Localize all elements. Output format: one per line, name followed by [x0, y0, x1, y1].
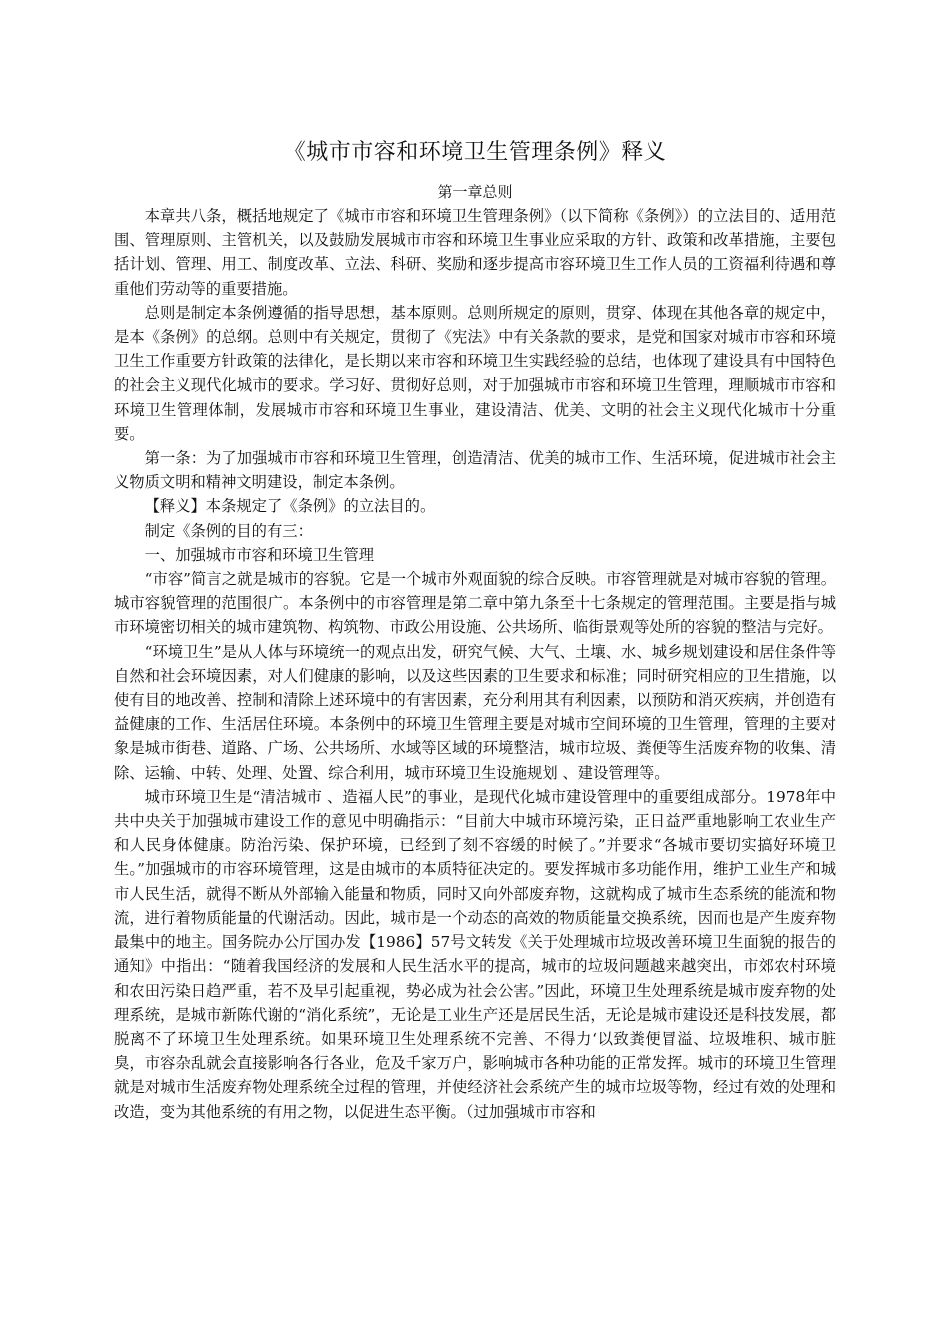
- document-title: 《城市市容和环境卫生管理条例》释义: [283, 140, 667, 165]
- chapter-heading: 第一章总则: [437, 183, 513, 201]
- paragraph: 本章共八条，概括地规定了《城市市容和环境卫生管理条例》（以下简称《条例》）的立法目的、适用范围、管理原则、主管机关，以及鼓励发展城市市容和环境卫生事业应采取的方针、政策和改革措施，主要包括计划、管理、用工、制度改革、立法、科研、奖励和逐步提高市容环境卫生工作人员的工资福利待遇和尊重他们劳动等的重要措施。: [114, 207, 836, 298]
- article-one-paragraph: 第一条：为了加强城市市容和环境卫生管理，创造清洁、优美的城市工作、生活环境，促进城市社会主义物质文明和精神文明建设，制定本条例。: [114, 449, 836, 492]
- section-heading: 一、加强城市市容和环境卫生管理: [144, 545, 375, 564]
- document-body: [114, 204, 836, 1124]
- paragraph: 总则是制定本条例遵循的指导思想，基本原则。总则所规定的原则，贯穿、体现在其他各章的规定中，是本《条例》的总纲。总则中有关规定，贯彻了《宪法》中有关条款的要求，是党和国家对城市市容和环境卫生工作重要方针政策的法律化，是长期以来市容和环境卫生实践经验的总结，也体现了建设具有中国特色的社会主义现代化城市的要求。学习好、贯彻好总则，对于加强城市市容和环境卫生管理，理顺城市市容和环境卫生管理体制，发展城市市容和环境卫生事业，建设清洁、优美、文明的社会主义现代化城市十分重要。: [114, 303, 836, 443]
- paragraph: 城市环境卫生是“清洁城市 、造福人民”的事业，是现代化城市建设管理中的重要组成部分。1978年中共中央关于加强城市建设工作的意见中明确指示：“目前大中城市环境污染，正日益严重地影响工农业生产和人民身体健康。防治污染、保护环境，已经到了刻不容缓的时候了。”并要求“各城市要切实搞好环境卫生。”加强城市的市容环境管理，这是由城市的本质特征决定的。要发挥城市多功能作用，维护工业生产和城市人民生活，就得不断从外部输入能量和物质，同时又向外部废弃物，这就构成了城市生态系统的能流和物流，进行着物质能量的代谢活动。因此，城市是一个动态的高效的物质能量交换系统，因而也是产生废弃物最集中的地主。国务院办公厅国办发【1986】57号文转发《关于处理城市垃圾改善环境卫生面貌的报告的通知》中指出：“随着我国经济的发展和人民生活水平的提高，城市的垃圾问题越来越突出，市郊农村环境和农田污染日趋严重，若不及早引起重视，势必成为社会公害。”因此，环境卫生处理系统是城市废弃物的处理系统，是城市新陈代谢的“消化系统”，无论是工业生产还是居民生活，无论是城市建设还是科技发展，都脱离不了环境卫生处理系统。如果环境卫生处理系统不完善、不得力‘以致粪便冒溢、垃圾堆积、城市脏臭，市容杂乱就会直接影响各行各业，危及千家万户，影响城市各种功能的正常发挥。城市的环境卫生管理就是对城市生活废弃物处理系统全过程的管理，并使经济社会系统产生的城市垃圾等物，经过有效的处理和改造，变为其他系统的有用之物，以促进生态平衡。（过加强城市市容和: [114, 787, 836, 1121]
- paragraph: “环境卫生”是从人体与环境统一的观点出发，研究气候、大气、土壤、水、城乡规划建设和居住条件等自然和社会环境因素，对人们健康的影响，以及这些因素的卫生要求和标准；同时研究相应的卫生措施，以使有目的地改善、控制和清除上述环境中的有害因素，充分利用其有利因素，以预防和消灭疾病，并创造有益健康的工作、生活居住环境。本条例中的环境卫生管理主要是对城市空间环境的卫生管理，管理的主要对象是城市街巷、道路、广场、公共场所、水域等区域的环境整洁，城市垃圾、粪便等生活废弃物的收集、清除、运输、中转、处理、处置、综合利用，城市环境卫生设施规划 、建设管理等。: [114, 642, 836, 782]
- paragraph: 制定《条例的目的有三：: [144, 521, 313, 540]
- paragraph: “市容”简言之就是城市的容貌。它是一个城市外观面貌的综合反映。市容管理就是对城市容貌的管理。城市容貌管理的范围很广。本条例中的市容管理是第二章中第九条至十七条规定的管理范围。主要是指与城市环境密切相关的城市建筑物、构筑物、市政公用设施、公共场所、临街景观等处所的容貌的整洁与完好。: [114, 570, 836, 637]
- interpretation-paragraph: 【释义】本条规定了《条例》的立法目的。: [144, 497, 436, 516]
